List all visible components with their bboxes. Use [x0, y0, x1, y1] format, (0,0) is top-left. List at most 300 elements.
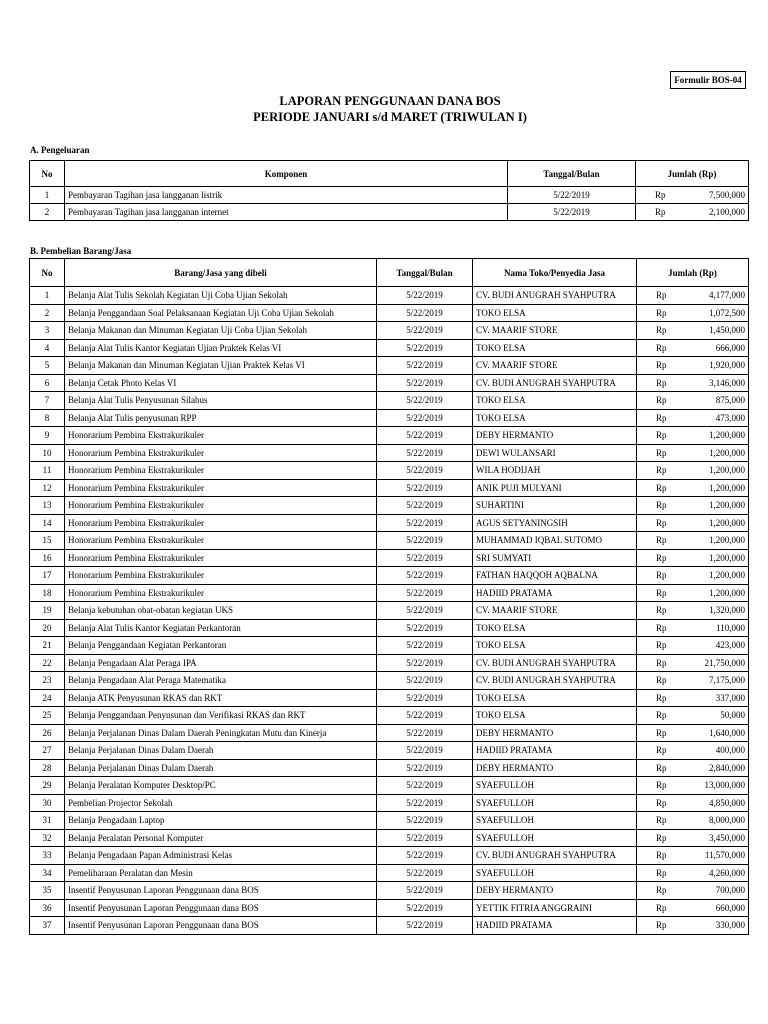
amount-value: 4,850,000: [709, 797, 745, 808]
currency-label: Rp: [656, 762, 667, 773]
amount-cell: [637, 882, 749, 900]
row-no: 29: [30, 777, 65, 795]
amount-cell: [637, 829, 749, 847]
row-tanggal: 5/22/2019: [377, 794, 473, 812]
currency-label: Rp: [656, 780, 667, 791]
currency-label: Rp: [656, 447, 667, 458]
currency-label: Rp: [656, 832, 667, 843]
row-barang: Insentif Penyusunan Laporan Penggunaan dana BOS: [65, 882, 377, 900]
row-toko: MUHAMMAD IQBAL SUTOMO: [473, 532, 637, 550]
row-toko: AGUS SETYANINGSIH: [473, 514, 637, 532]
section-b-label: B. Pembelian Barang/Jasa: [30, 246, 132, 256]
row-tanggal: 5/22/2019: [377, 357, 473, 375]
row-tanggal: 5/22/2019: [377, 479, 473, 497]
row-tanggal: 5/22/2019: [377, 882, 473, 900]
amount-value: 2,840,000: [709, 762, 745, 773]
amount-value: 666,000: [715, 342, 745, 353]
row-no: 25: [30, 707, 65, 725]
row-komponen: Pembayaran Tagihan jasa langganan internet: [65, 204, 508, 221]
row-no: 10: [30, 444, 65, 462]
table-row: [30, 532, 749, 550]
table-row: [30, 204, 749, 221]
row-no: 22: [30, 654, 65, 672]
row-barang: Pemeliharaan Peralatan dan Mesin: [65, 864, 377, 882]
row-barang: Belanja Penggandaan Soal Pelaksanaan Kegiatan Uji Coba Ujian Sekolah: [65, 304, 377, 322]
amount-value: 1,200,000: [709, 517, 745, 528]
row-toko: DEBY HERMANTO: [473, 759, 637, 777]
row-toko: TOKO ELSA: [473, 409, 637, 427]
header-jumlah: Jumlah (Rp): [637, 259, 749, 287]
row-tanggal: 5/22/2019: [377, 637, 473, 655]
row-tanggal: 5/22/2019: [377, 864, 473, 882]
pembelian-rows: [30, 287, 749, 935]
row-toko: TOKO ELSA: [473, 392, 637, 410]
table-row: [30, 444, 749, 462]
amount-value: 1,200,000: [709, 570, 745, 581]
amount-cell: [637, 672, 749, 690]
amount-cell: [637, 899, 749, 917]
amount-value: 1,640,000: [709, 727, 745, 738]
row-barang: Belanja Pengadaan Laptop: [65, 812, 377, 830]
amount-value: 337,000: [715, 692, 745, 703]
row-no: 28: [30, 759, 65, 777]
amount-cell: [637, 707, 749, 725]
table-row: [30, 847, 749, 865]
row-no: 32: [30, 829, 65, 847]
header-komponen: Komponen: [65, 161, 508, 187]
row-no: 19: [30, 602, 65, 620]
row-toko: TOKO ELSA: [473, 304, 637, 322]
amount-value: 1,200,000: [709, 587, 745, 598]
amount-value: 700,000: [715, 885, 745, 896]
amount-cell: [637, 427, 749, 445]
row-tanggal: 5/22/2019: [377, 812, 473, 830]
row-no: 1: [30, 187, 65, 204]
table-row: [30, 742, 749, 760]
row-barang: Honorarium Pembina Ekstrakurikuler: [65, 584, 377, 602]
currency-label: Rp: [656, 640, 667, 651]
row-toko: CV. MAARIF STORE: [473, 357, 637, 375]
row-toko: CV. BUDI ANUGRAH SYAHPUTRA: [473, 672, 637, 690]
table-row: [30, 654, 749, 672]
header-barang: Barang/Jasa yang dibeli: [65, 259, 377, 287]
row-no: 8: [30, 409, 65, 427]
amount-cell: [637, 917, 749, 935]
row-tanggal: 5/22/2019: [377, 724, 473, 742]
row-no: 26: [30, 724, 65, 742]
pengeluaran-table: [29, 160, 749, 221]
table-row: [30, 829, 749, 847]
row-no: 35: [30, 882, 65, 900]
table-row: [30, 567, 749, 585]
row-tanggal: 5/22/2019: [377, 497, 473, 515]
amount-value: 1,072,500: [709, 307, 745, 318]
amount-value: 50,000: [720, 710, 745, 721]
table-row: [30, 479, 749, 497]
amount-cell: [637, 619, 749, 637]
row-toko: CV. MAARIF STORE: [473, 602, 637, 620]
currency-label: Rp: [656, 710, 667, 721]
row-barang: Honorarium Pembina Ekstrakurikuler: [65, 497, 377, 515]
row-toko: DEWI WULANSARI: [473, 444, 637, 462]
currency-label: Rp: [656, 657, 667, 668]
row-no: 2: [30, 304, 65, 322]
row-no: 13: [30, 497, 65, 515]
row-barang: Belanja Alat Tulis Kantor Kegiatan Perkantoran: [65, 619, 377, 637]
row-barang: Belanja Alat Tulis penyusunan RPP: [65, 409, 377, 427]
row-toko: HADIID PRATAMA: [473, 742, 637, 760]
row-tanggal: 5/22/2019: [377, 829, 473, 847]
row-toko: CV. BUDI ANUGRAH SYAHPUTRA: [473, 287, 637, 305]
row-tanggal: 5/22/2019: [377, 444, 473, 462]
amount-cell: [637, 479, 749, 497]
currency-label: Rp: [656, 570, 667, 581]
row-tanggal: 5/22/2019: [377, 392, 473, 410]
row-toko: SYAEFULLOH: [473, 794, 637, 812]
table-row: [30, 584, 749, 602]
table-row: [30, 427, 749, 445]
header-toko: Nama Toko/Penyedia Jasa: [473, 259, 637, 287]
row-no: 21: [30, 637, 65, 655]
report-title: LAPORAN PENGGUNAAN DANA BOS: [279, 94, 501, 108]
row-toko: TOKO ELSA: [473, 637, 637, 655]
amount-cell: [637, 724, 749, 742]
amount-cell: [637, 794, 749, 812]
table-row: [30, 357, 749, 375]
table-row: [30, 812, 749, 830]
row-no: 37: [30, 917, 65, 935]
row-tanggal: 5/22/2019: [377, 549, 473, 567]
row-no: 3: [30, 322, 65, 340]
currency-label: Rp: [656, 325, 667, 336]
row-toko: TOKO ELSA: [473, 707, 637, 725]
table-row: [30, 462, 749, 480]
table-row: [30, 864, 749, 882]
row-tanggal: 5/22/2019: [377, 847, 473, 865]
amount-cell: [637, 304, 749, 322]
table-row: [30, 304, 749, 322]
amount-cell: [637, 514, 749, 532]
amount-value: 400,000: [715, 745, 745, 756]
row-tanggal: 5/22/2019: [377, 584, 473, 602]
amount-cell: [637, 637, 749, 655]
table-row: [30, 619, 749, 637]
row-toko: TOKO ELSA: [473, 619, 637, 637]
row-barang: Insentif Penyusunan Laporan Penggunaan dana BOS: [65, 917, 377, 935]
amount-value: 4,260,000: [709, 867, 745, 878]
row-barang: Belanja Alat Tulis Penyusunan Silabus: [65, 392, 377, 410]
row-no: 12: [30, 479, 65, 497]
table-row: [30, 187, 749, 204]
row-tanggal: 5/22/2019: [377, 899, 473, 917]
row-no: 4: [30, 339, 65, 357]
row-barang: Honorarium Pembina Ekstrakurikuler: [65, 427, 377, 445]
row-barang: Belanja Alat Tulis Sekolah Kegiatan Uji Coba Ujian Sekolah: [65, 287, 377, 305]
currency-label: Rp: [656, 850, 667, 861]
row-tanggal: 5/22/2019: [377, 427, 473, 445]
table-header-row: [30, 161, 749, 187]
table-header-row: [30, 259, 749, 287]
amount-value: 11,570,000: [704, 850, 745, 861]
currency-label: Rp: [656, 552, 667, 563]
row-no: 16: [30, 549, 65, 567]
amount-cell: [637, 742, 749, 760]
table-row: [30, 794, 749, 812]
amount-cell: [637, 322, 749, 340]
row-barang: Belanja ATK Penyusunan RKAS dan RKT: [65, 689, 377, 707]
amount-cell: [637, 497, 749, 515]
row-tanggal: 5/22/2019: [508, 187, 636, 204]
amount-cell: [637, 532, 749, 550]
row-barang: Belanja Cetak Photo Kelas VI: [65, 374, 377, 392]
currency-label: Rp: [656, 885, 667, 896]
currency-label: Rp: [656, 675, 667, 686]
row-toko: CV. BUDI ANUGRAH SYAHPUTRA: [473, 374, 637, 392]
row-komponen: Pembayaran Tagihan jasa langganan listrik: [65, 187, 508, 204]
amount-cell: [637, 567, 749, 585]
amount-value: 1,200,000: [709, 535, 745, 546]
row-no: 14: [30, 514, 65, 532]
row-toko: SYAEFULLOH: [473, 864, 637, 882]
table-row: [30, 409, 749, 427]
currency-label: Rp: [656, 430, 667, 441]
currency-label: Rp: [656, 307, 667, 318]
row-barang: Belanja Perjalanan Dinas Dalam Daerah: [65, 742, 377, 760]
row-barang: Honorarium Pembina Ekstrakurikuler: [65, 514, 377, 532]
row-barang: Belanja Penggandaan Kegiatan Perkantoran: [65, 637, 377, 655]
row-tanggal: 5/22/2019: [377, 742, 473, 760]
currency-label: Rp: [656, 867, 667, 878]
amount-cell: [637, 462, 749, 480]
table-row: [30, 759, 749, 777]
amount-value: 3,450,000: [709, 832, 745, 843]
amount-value: 1,200,000: [709, 482, 745, 493]
row-tanggal: 5/22/2019: [377, 462, 473, 480]
row-tanggal: 5/22/2019: [377, 514, 473, 532]
amount-cell: [637, 654, 749, 672]
currency-label: Rp: [656, 920, 667, 931]
row-toko: TOKO ELSA: [473, 689, 637, 707]
row-barang: Belanja kebutuhan obat-obatan kegiatan UKS: [65, 602, 377, 620]
row-no: 36: [30, 899, 65, 917]
currency-label: Rp: [656, 745, 667, 756]
row-no: 17: [30, 567, 65, 585]
currency-label: Rp: [656, 395, 667, 406]
row-toko: DEBY HERMANTO: [473, 882, 637, 900]
currency-label: Rp: [656, 517, 667, 528]
row-barang: Belanja Pengadaan Alat Peraga IPA: [65, 654, 377, 672]
amount-value: 473,000: [715, 412, 745, 423]
amount-value: 4,177,000: [709, 290, 745, 301]
currency-label: Rp: [655, 207, 666, 217]
row-barang: Honorarium Pembina Ekstrakurikuler: [65, 462, 377, 480]
currency-label: Rp: [656, 482, 667, 493]
row-toko: SRI SUMYATI: [473, 549, 637, 567]
table-row: [30, 497, 749, 515]
header-jumlah: Jumlah (Rp): [636, 161, 749, 187]
row-barang: Belanja Pengadaan Papan Administrasi Kelas: [65, 847, 377, 865]
row-barang: Honorarium Pembina Ekstrakurikuler: [65, 479, 377, 497]
table-row: [30, 672, 749, 690]
row-no: 11: [30, 462, 65, 480]
table-row: [30, 287, 749, 305]
currency-label: Rp: [656, 587, 667, 598]
row-toko: TOKO ELSA: [473, 339, 637, 357]
amount-value: 660,000: [715, 902, 745, 913]
amount-value: 21,750,000: [704, 657, 745, 668]
row-barang: Honorarium Pembina Ekstrakurikuler: [65, 532, 377, 550]
amount-value: 875,000: [715, 395, 745, 406]
table-row: [30, 777, 749, 795]
table-row: [30, 689, 749, 707]
row-tanggal: 5/22/2019: [377, 602, 473, 620]
amount-value: 1,450,000: [709, 325, 745, 336]
amount-cell: [637, 602, 749, 620]
table-row: [30, 637, 749, 655]
amount-cell: [637, 549, 749, 567]
amount-cell: [637, 444, 749, 462]
table-row: [30, 707, 749, 725]
amount-value: 1,320,000: [709, 605, 745, 616]
currency-label: Rp: [656, 465, 667, 476]
table-row: [30, 882, 749, 900]
amount-value: 2,100,000: [709, 207, 745, 217]
amount-value: 1,200,000: [709, 465, 745, 476]
header-tanggal: Tanggal/Bulan: [508, 161, 636, 187]
row-barang: Belanja Penggandaan Penyusunan dan Verifikasi RKAS dan RKT: [65, 707, 377, 725]
row-toko: ANIK PUJI MULYANI: [473, 479, 637, 497]
amount-value: 1,200,000: [709, 552, 745, 563]
row-tanggal: 5/22/2019: [377, 917, 473, 935]
currency-label: Rp: [656, 902, 667, 913]
currency-label: Rp: [656, 605, 667, 616]
table-row: [30, 917, 749, 935]
amount-cell: [637, 777, 749, 795]
row-barang: Belanja Peralatan Komputer Desktop/PC: [65, 777, 377, 795]
row-tanggal: 5/22/2019: [377, 707, 473, 725]
table-row: [30, 339, 749, 357]
currency-label: Rp: [656, 342, 667, 353]
row-barang: Belanja Peralatan Personal Komputer: [65, 829, 377, 847]
currency-label: Rp: [656, 797, 667, 808]
row-toko: WILA HODIJAH: [473, 462, 637, 480]
row-no: 23: [30, 672, 65, 690]
row-barang: Belanja Makanan dan Minuman Kegiatan Uji Coba Ujian Sekolah: [65, 322, 377, 340]
header-no: No: [30, 161, 65, 187]
row-no: 27: [30, 742, 65, 760]
amount-value: 13,000,000: [704, 780, 745, 791]
row-tanggal: 5/22/2019: [377, 304, 473, 322]
row-tanggal: 5/22/2019: [377, 567, 473, 585]
pembelian-table: [29, 258, 749, 935]
pengeluaran-rows: [30, 187, 749, 221]
amount-cell: [637, 689, 749, 707]
header-no: No: [30, 259, 65, 287]
row-toko: HADIID PRATAMA: [473, 917, 637, 935]
table-row: [30, 724, 749, 742]
row-no: 24: [30, 689, 65, 707]
currency-label: Rp: [656, 500, 667, 511]
row-tanggal: 5/22/2019: [377, 339, 473, 357]
report-period: PERIODE JANUARI s/d MARET (TRIWULAN I): [253, 110, 527, 124]
currency-label: Rp: [656, 377, 667, 388]
row-tanggal: 5/22/2019: [377, 777, 473, 795]
row-no: 30: [30, 794, 65, 812]
currency-label: Rp: [656, 412, 667, 423]
amount-value: 3,146,000: [709, 377, 745, 388]
section-a-label: A. Pengeluaran: [30, 145, 90, 155]
amount-value: 1,200,000: [709, 500, 745, 511]
amount-value: 1,200,000: [709, 430, 745, 441]
row-no: 31: [30, 812, 65, 830]
table-row: [30, 602, 749, 620]
currency-label: Rp: [656, 535, 667, 546]
amount-value: 7,500,000: [709, 190, 745, 200]
row-no: 7: [30, 392, 65, 410]
row-barang: Belanja Perjalanan Dinas Dalam Daerah Peningkatan Mutu dan Kinerja: [65, 724, 377, 742]
row-barang: Honorarium Pembina Ekstrakurikuler: [65, 444, 377, 462]
row-tanggal: 5/22/2019: [377, 672, 473, 690]
amount-cell: [637, 374, 749, 392]
row-tanggal: 5/22/2019: [377, 759, 473, 777]
currency-label: Rp: [656, 290, 667, 301]
row-no: 5: [30, 357, 65, 375]
row-barang: Honorarium Pembina Ekstrakurikuler: [65, 549, 377, 567]
row-barang: Belanja Pengadaan Alat Peraga Matematika: [65, 672, 377, 690]
row-toko: FATHAN HAQQOH AQBALNA: [473, 567, 637, 585]
amount-value: 330,000: [715, 920, 745, 931]
row-tanggal: 5/22/2019: [377, 374, 473, 392]
row-toko: SYAEFULLOH: [473, 812, 637, 830]
row-no: 6: [30, 374, 65, 392]
row-tanggal: 5/22/2019: [377, 654, 473, 672]
amount-cell: [637, 759, 749, 777]
currency-label: Rp: [656, 622, 667, 633]
currency-label: Rp: [656, 727, 667, 738]
currency-label: Rp: [656, 360, 667, 371]
table-row: [30, 392, 749, 410]
amount-cell: [637, 339, 749, 357]
row-tanggal: 5/22/2019: [377, 287, 473, 305]
row-toko: HADIID PRATAMA: [473, 584, 637, 602]
row-toko: SUHARTINI: [473, 497, 637, 515]
amount-value: 7,175,000: [709, 675, 745, 686]
currency-label: Rp: [656, 692, 667, 703]
amount-cell: [637, 287, 749, 305]
row-barang: Belanja Makanan dan Minuman Kegiatan Ujian Praktek Kelas VI: [65, 357, 377, 375]
amount-cell: [637, 409, 749, 427]
row-toko: DEBY HERMANTO: [473, 724, 637, 742]
table-row: [30, 374, 749, 392]
table-row: [30, 549, 749, 567]
row-tanggal: 5/22/2019: [377, 689, 473, 707]
row-toko: DEBY HERMANTO: [473, 427, 637, 445]
row-tanggal: 5/22/2019: [377, 322, 473, 340]
amount-value: 110,000: [716, 622, 745, 633]
row-toko: CV. BUDI ANUGRAH SYAHPUTRA: [473, 654, 637, 672]
table-row: [30, 322, 749, 340]
form-code-label: Formulir BOS-04: [670, 71, 746, 89]
amount-cell: [637, 584, 749, 602]
amount-value: 8,000,000: [709, 815, 745, 826]
row-barang: Belanja Alat Tulis Kantor Kegiatan Ujian Praktek Kelas VI: [65, 339, 377, 357]
row-tanggal: 5/22/2019: [377, 532, 473, 550]
row-no: 33: [30, 847, 65, 865]
row-no: 18: [30, 584, 65, 602]
row-tanggal: 5/22/2019: [377, 619, 473, 637]
amount-cell: [637, 357, 749, 375]
amount-value: 1,920,000: [709, 360, 745, 371]
